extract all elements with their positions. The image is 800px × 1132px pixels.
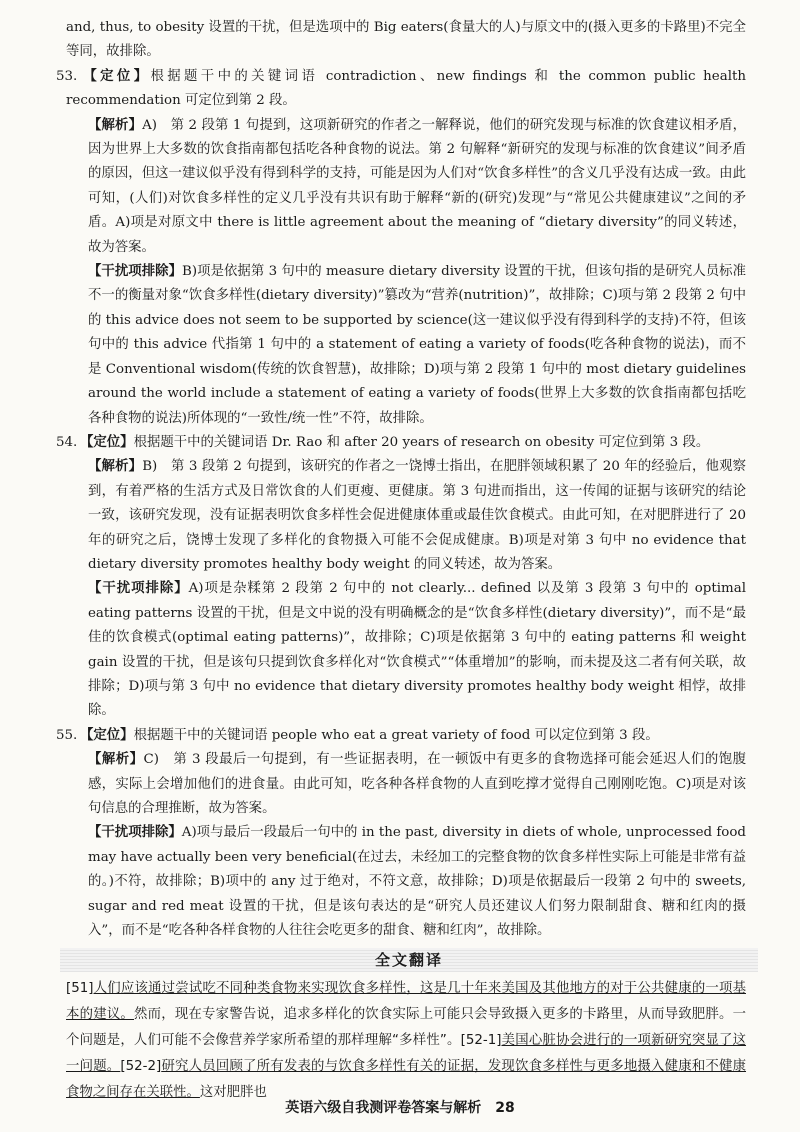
analysis-tag: 【解析】 [88,459,143,475]
q55-distractors [66,821,746,943]
translation-paragraph [66,976,746,1106]
locate-tag: 【定位】 [80,68,151,84]
q53-distractors [66,260,746,431]
distractor-tag: 【干扰项排除】 [88,825,182,841]
analysis-tag: 【解析】 [88,117,143,133]
q53-analysis [66,114,746,260]
sentence-52-1: 美国心脏协会进行的一项新研究突显了这一问题。 [66,1033,747,1075]
locate-text: 根据题干中的关键词语 Dr. Rao 和 after 20 years of research on obesity 可定位到第 3 段。 [133,434,710,450]
locate-text: 根据题干中的关键词语 contradiction、new findings 和 the common public health recommendation 可定位到第 2 段。 [66,68,746,109]
analysis-text: B) 第 3 段第 2 句提到，该研究的作者之一饶博士指出，在肥胖领域积累了 20 年的经验后，他观察到，有着严格的生活方式及日常饮食的人们更瘦、更健康。第 3 句进而指出，这一传闻的证据与该研究的结论一致，该研究发现，没有证据表明饮食多样性会促进健康体重或最佳饮食模式。由此可知，在对肥胖进行了 20 年的研究之后，饶博士发现了多样化的食物摄入可能不会促成健康。B)项是对第 3 句中 no evidence that dietary diversity promotes healthy body weight 的同义转述，故为答案。 [88,459,747,572]
distractor-tag: 【干扰项排除】 [88,581,189,597]
analysis-text: C) 第 3 段最后一句提到，有一些证据表明，在一顿饭中有更多的食物选择可能会延迟人们的饱腹感，实际上会增加他们的进食量。由此可知，吃各种各样食物的人直到吃撑才觉得自己刚刚吃饱。C)项是对该句信息的合理推断，故为答案。 [88,752,747,816]
q54-analysis [66,455,746,577]
locate-tag: 【定位】 [80,434,134,450]
question-number: 54. [56,434,78,450]
q54-locate [56,431,746,455]
analysis-text: A) 第 2 段第 1 句提到，这项新研究的作者之一解释说，他们的研究发现与标准的饮食建议相矛盾，因为世界上大多数的饮食指南都包括吃各种食物的说法。第 2 句解释“新研究的发现与标准的饮食建议”间矛盾的原因，但这一建议似乎没有得到科学的支持，可能是因为人们对“饮食多样性”的含义几乎没有达成一致。由此可知，(人们)对饮食多样性的定义几乎没有共识有助于解释“新的(研究)发现”与“常见公共健康建议”之间的矛盾。A)项是对原文中 there is little agreement about the meaning of “dietary diversity”的同义转述，故为答案。 [88,117,746,255]
section-banner [60,948,758,972]
distractor-text: A)项与最后一段最后一句中的 in the past, diversity in diets of whole, unprocessed food may have actually been very beneficial(在过去，未经加工的完整食物的饮食多样性实际上可能是非常有益的。)不符，故排除；B)项中的 any 过于绝对，不符文意，故排除；D)项是依据最后一段第 2 句中的 sweets, sugar and red meat 设置的干扰，但是该句表达的是“研究人员还建议人们努力限制甜食、糖和红肉的摄入”，而不是“吃各种各样食物的人往往会吃更多的甜食、糖和红肉”，故排除。 [88,825,746,939]
marker-52-1: [52-1] [460,1033,502,1049]
page-footer: 英语六级自我测评卷答案与解析 28 [285,1100,515,1116]
distractor-tag: 【干扰项排除】 [88,264,183,280]
analysis-tag: 【解析】 [88,752,144,768]
sentence-52-2: 研究人员回顾了所有发表的与饮食多样性有关的证据，发现饮食多样性与更多地摄入健康和不健康食物之间存在关联性。 [66,1059,747,1101]
translation-text: 然而，现在专家警告说，追求多样化的饮食实际上可能只会导致摄入更多的卡路里，从而导致肥胖。一个问题是，人们可能不会像营养学家所希望的那样理解“多样性”。 [66,1007,747,1049]
locate-tag: 【定位】 [80,727,134,743]
question-number: 53. [56,68,78,84]
continued-paragraph: and, thus, to obesity 设置的干扰，但是选项中的 Big eaters(食量大的人)与原文中的(摄入更多的卡路里)不完全等同，故排除。 [66,20,746,60]
q55-analysis [66,748,746,821]
sentence-51: 人们应该通过尝试吃不同种类食物来实现饮食多样性，这是几十年来美国及其他地方的对于公共健康的一项基本的建议。 [66,981,746,1023]
page-content [56,16,747,1106]
q53-locate [56,65,746,114]
marker-52-2: [52-2] [120,1059,162,1075]
translation-section [66,976,746,1106]
section-title: 全文翻译 [374,951,443,970]
distractor-text: B)项是依据第 3 句中的 measure dietary diversity 设置的干扰，但该句指的是研究人员标准不一的衡量对象“饮食多样性(dietary diversity)”篡改为“营养(nutrition)”，故排除；C)项与第 2 段第 2 句中的 this advice does not seem to be supported by science(这一建议似乎没有得到科学的支持)不符，但该句中的 this advice 代指第 1 句中的 a statement of eating a variety of foods(吃各种食物的说法)，而不是 Conventional wisdom(传统的饮食智慧)，故排除；D)项与第 2 段第 1 句中的 most dietary guidelines around the world include a statement of eating a variety of foods(世界上大多数的饮食指南都包括吃各种食物的说法)所体现的“一致性/统一性”不符，故排除。 [88,264,746,426]
distractor-text: A)项是杂糅第 2 段第 2 句中的 not clearly... defined 以及第 3 段第 3 句中的 optimal eating patterns 设置的干扰，但是文中说的没有明确概念的是“饮食多样性(dietary diversity)”，而不是“最佳的饮食模式(optimal eating patterns)”，故排除；C)项是依据第 3 句中的 eating patterns 和 weight gain 设置的干扰，但是该句只提到饮食多样化对“饮食模式”“体重增加”的影响，而未提及这二者有何关联，故排除；D)项与第 3 句中 no evidence that dietary diversity promotes healthy body weight 相悖，故排除。 [88,581,746,719]
translation-text-cont: 这对肥胖也 [199,1085,267,1101]
marker-51: [51] [66,981,94,997]
q55-locate [56,724,746,748]
question-number: 55. [56,727,78,743]
locate-text: 根据题干中的关键词语 people who eat a great variety of food 可以定位到第 3 段。 [133,727,659,743]
q54-distractors [66,577,746,723]
